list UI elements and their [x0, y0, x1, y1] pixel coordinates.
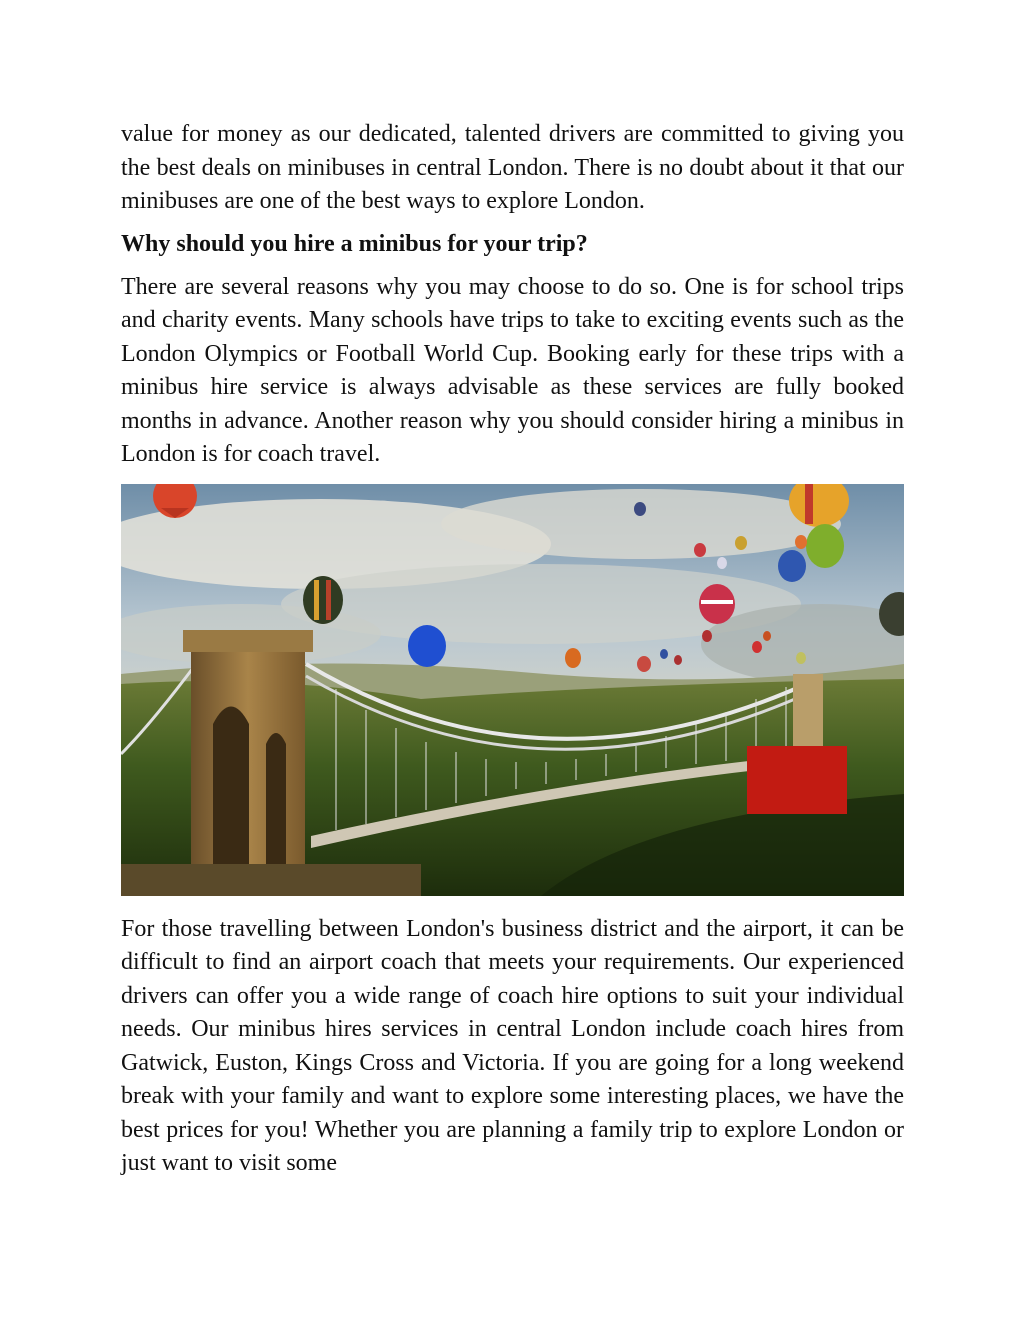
- scaffolding: [747, 746, 847, 814]
- far-tower: [793, 674, 823, 754]
- intro-paragraph: value for money as our dedicated, talented drivers are committed to giving you the best deals on minibuses in central London. There is no doubt about it that our minibuses are one of the best ways to explore London.: [121, 121, 904, 214]
- cloud: [441, 489, 841, 559]
- closing-paragraph: For those travelling between London's business district and the airport, it can be difficult to find an airport coach that meets your requirements. Our experienced drivers can offer you a wide range of coach hire options to suit your individual needs. Our minibus hires services in central London include coach hires from Gatwick, Euston, Kings Cross and Victoria. If you are going for a long weekend break with your family and want to explore some interesting places, we have the best prices for you! Whether you are planning a family trip to explore London or just want to visit some: [121, 915, 904, 1176]
- reasons-paragraph: There are several reasons why you may choose to do so. One is for school trips and charity events. Many schools have trips to take to exciting events such as the London Olympics or Football World Cup. Booking early for these trips with a minibus hire service is always advisable as these services are fully booked months in advance. Another reason why you should consider hiring a minibus in London is for coach travel.: [121, 273, 904, 467]
- section-heading: Why should you hire a minibus for your trip?: [121, 230, 588, 257]
- bridge-balloons-photo: [121, 484, 904, 896]
- document-page: [121, 118, 904, 1181]
